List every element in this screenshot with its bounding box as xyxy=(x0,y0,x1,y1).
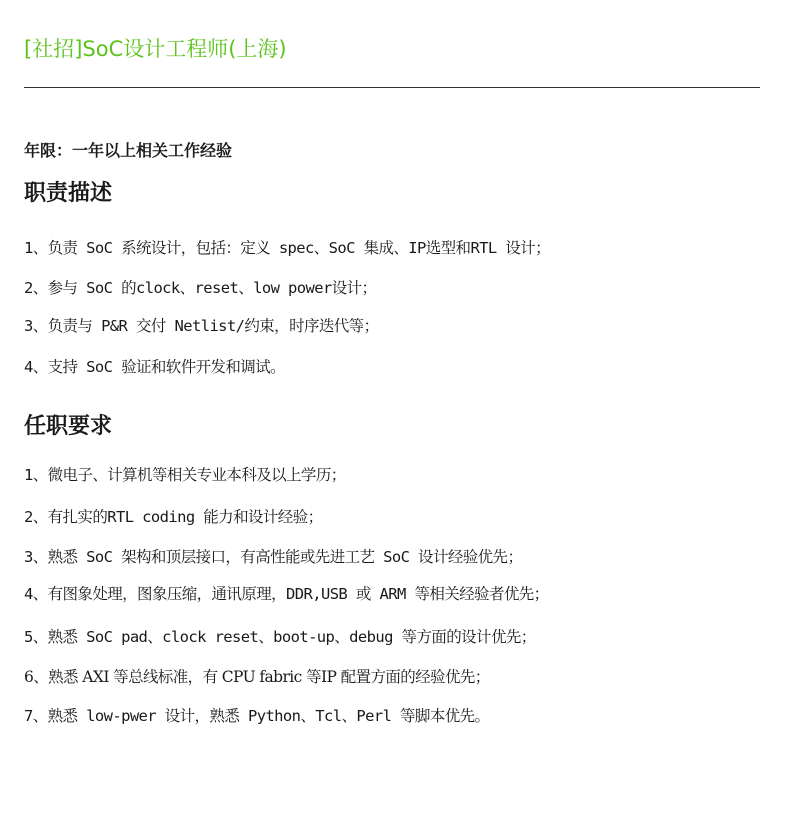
requirement-item: 2、有扎实的RTL coding 能力和设计经验； xyxy=(24,508,323,526)
requirement-item: 5、熟悉 SoC pad、clock reset、boot-up、debug 等方面的设计优先； xyxy=(24,628,536,646)
responsibility-item: 2、参与 SoC 的clock、reset、low power设计； xyxy=(24,279,377,297)
requirement-item: 1、微电子、计算机等相关专业本科及以上学历； xyxy=(24,466,346,484)
job-title: [社招]SoC设计工程师(上海) xyxy=(24,37,287,61)
requirements-heading: 任职要求 xyxy=(24,414,113,439)
years-requirement: 年限：一年以上相关工作经验 xyxy=(24,141,233,160)
title-divider xyxy=(24,87,760,88)
requirement-item: 3、熟悉 SoC 架构和顶层接口，有高性能或先进工艺 SoC 设计经验优先； xyxy=(24,548,523,566)
requirement-item: 7、熟悉 low-pwer 设计，熟悉 Python、Tcl、Perl 等脚本优先。 xyxy=(24,707,490,725)
responsibility-item: 3、负责与 P&R 交付 Netlist/约束，时序迭代等； xyxy=(24,317,379,335)
responsibility-item: 1、负责 SoC 系统设计，包括：定义 spec、SoC 集成、IP选型和RTL 设计； xyxy=(24,239,551,257)
requirement-item: 6、熟悉 AXI 等总线标准，有 CPU fabric 等IP 配置方面的经验优先； xyxy=(24,668,490,686)
responsibility-item: 4、支持 SoC 验证和软件开发和调试。 xyxy=(24,358,285,376)
responsibilities-heading: 职责描述 xyxy=(24,181,113,206)
requirement-item: 4、有图象处理，图象压缩，通讯原理，DDR,USB 或 ARM 等相关经验者优先； xyxy=(24,585,549,603)
